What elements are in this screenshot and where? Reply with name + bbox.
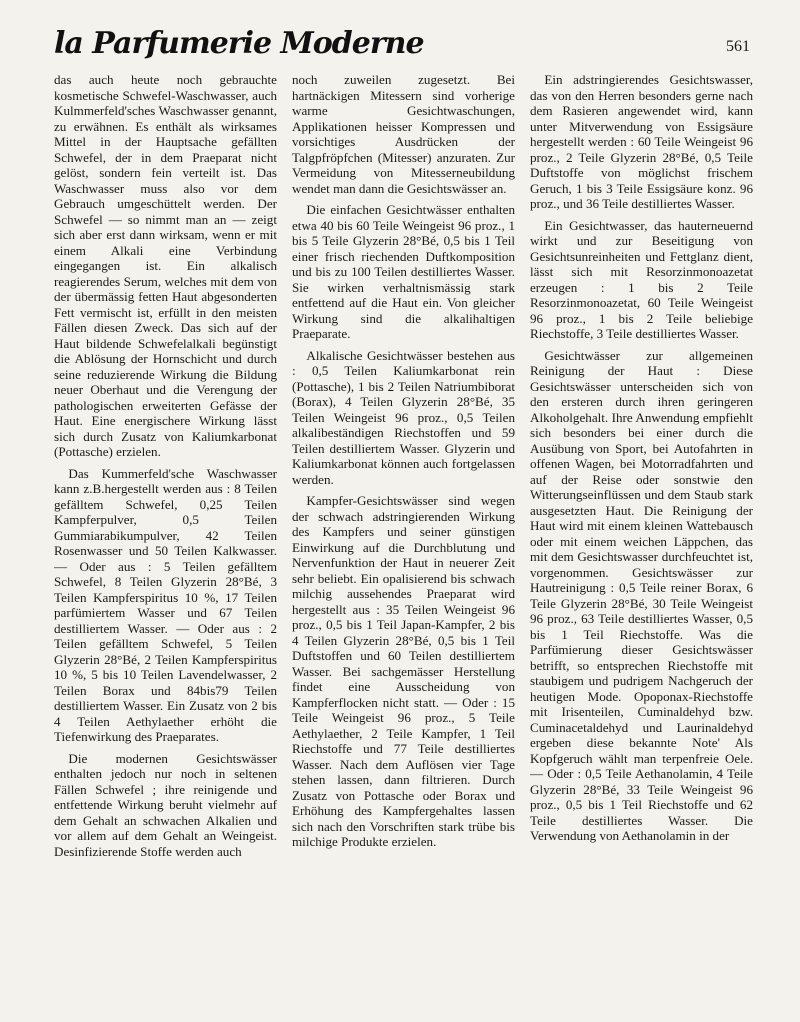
- journal-masthead: la Parfumerie Moderne: [54, 26, 424, 61]
- paragraph: Alkalische Gesichtwässer bestehen aus : 0,5 Teilen Kaliumkarbonat rein (Pottasche), 1 bis 2 Teilen Natriumbiborat (Borax), 4 Teilen Glyzerin 28°Bé, 35 Teilen Weingeist 96 proz., 0,5 Teilen alkalibeständigen Riechstoffen und 59 Teilen destilliertem Wasser. Glyzerin und Kaliumkarbonat können auch fortgelassen werden.: [292, 347, 515, 487]
- paragraph: Ein Gesichtwasser, das hauterneuernd wirkt und zur Beseitigung von Gesichtsunreinheiten und Fettglanz dient, lässt sich mit Resorzinmonoazetat erzeugen : 1 bis 2 Teile Resorzinmonoazetat, 60 Teile Weingeist 96 proz., 1 bis 2 Teile beliebige Riechstoffe, 3 Teile destilliertes Wasser.: [530, 217, 753, 341]
- paragraph: Gesichtwässer zur allgemeinen Reinigung der Haut : Diese Gesichtswässer unterscheiden sich von den ersteren durch ihren geringeren Alkoholgehalt. Ihre Anwendung empfiehlt sich besonders bei einer durch die Ausübung von Sport, bei Autofahrten in offenen Wagen, bei Motorradfahrten und auf der Reise oder sonstwie den Witterungseinflüssen und dem Staub stark ausgesetzten Haut. Die Reinigung der Haut wird mit einem kleinen Wattebausch oder mit einem weichen Läppchen, das mit dem Gesichtswasser durchfeuchtet ist, vorgenommen. Gesichtswässer zur Hautreinigung : 0,5 Teile reiner Borax, 6 Teile Glyzerin 28°Bé, 30 Teile Weingeist 96 proz., 63 Teile destilliertes Wasser, 0,5 bis 1 Teil Riechstoffe. Was die Parfümierung dieser Gesichtswässer betrifft, so entsprechen Riechstoffe mit staubigem und pudrigem Nachgeruch der heutigen Mode. Opoponax-Riechstoffe mit Irisenteilen, Cuminaldehyd bzw. Cuminacetaldehyd und Laurinaldehyd ergeben diese bekannte Note' Als Kopfgeruch wählt man terpenfreie Oele. — Oder : 0,5 Teile Aethanolamin, 4 Teile Glyzerin 28°Bé, 33 Teile Weingeist 96 proz., 0,5 bis 1 Teil Riechstoffe und 62 Teile destilliertes Wasser. Die Verwendung von Aethanolamin in der: [530, 347, 753, 843]
- page-number: 561: [726, 38, 750, 55]
- column-1: [54, 72, 277, 1012]
- paragraph: Das Kummerfeld'sche Waschwasser kann z.B.hergestellt werden aus : 8 Teilen gefälltem Schwefel, 0,25 Teilen Kampferpulver, 0,5 Teilen Gummiarabikumpulver, 42 Teilen Rosenwasser und 50 Teilen Kalkwasser. — Oder aus : 5 Teilen gefälltem Schwefel, 8 Teilen Glyzerin 28°Bé, 3 Teilen Kampferspiritus 10 %, 17 Teilen parfümiertem Wasser und 67 Teilen destilliertem Wasser. — Oder aus : 2 Teilen gefälltem Schwefel, 5 Teilen Glyzerin 28°Bé, 2 Teilen Kampferspiritus 10 %, 5 bis 10 Teilen Lavendelwasser, 2 Teilen Borax und 84bis79 Teilen destilliertem Wasser. Ein Zusatz von 2 bis 4 Teilen Aethylaether erhöht die Tiefenwirkung des Praeparates.: [54, 465, 277, 744]
- paragraph: Kampfer-Gesichtswässer sind wegen der schwach adstringierenden Wirkung des Kampfers und seiner günstigen Einwirkung auf die Durchblutung und Nervenfunktion der Haut in neuerer Zeit sehr beliebt. Ein opalisierend bis schwach milchig aussehendes Praeparat wird hergestellt aus : 35 Teilen Weingeist 96 proz., 0,5 bis 1 Teil Japan-Kampfer, 2 bis 4 Teilen Glyzerin 28°Bé, 0,5 bis 1 Teil Duftstoffen und 60 Teilen destilliertem Wasser. Bei sachgemässer Herstellung findet eine Ausscheidung von Kampferflocken nicht statt. — Oder : 15 Teile Weingeist 96 proz., 5 Teile Aethylaether, 2 Teile Kampfer, 1 Teil Riechstoffe und 77 Teile destilliertes Wasser. Nach dem Auflösen vier Tage stehen lassen, dann filtrieren. Durch Zusatz von Pottasche oder Borax und Erhöhung des Kampfergehaltes lassen sich nach den Vorschriften stark trübe bis milchige Produkte erzielen.: [292, 493, 515, 849]
- paragraph: das auch heute noch gebrauchte kosmetische Schwefel-Waschwasser, auch Kulmmerfeld'sches Waschwasser genannt, zu erwähnen. Es enthält als wirksames Mittel in der Hauptsache gefällten Schwefel, der in dem Praeparat nicht gelöst, sondern fein verteilt ist. Das Waschwasser muss also vor dem Gebrauch umgeschüttelt werden. Der Schwefel — so nimmt man an — zeigt sich aber erst dann wirksam, wenn er mit einem Alkali eine Verbindung eingegangen ist. Ein alkalisch reagierendes Serum, welches mit dem von der übermässig fetten Haut abgesonderten Fett vermischt ist, erfüllt in den meisten Fällen diesen Zweck. Das sich auf der Haut bildende Schwefelalkali begünstigt die Ablösung der Hornschicht und durch seine reduzierende Wirkung die Bildung neuer Oberhaut und die Verengung der pathologischen erweiterten Gefässe der Haut. Eine energischere Wirkung lässt sich durch Zusatz von Kaliumkarbonat (Pottasche) erzielen.: [54, 72, 277, 459]
- paragraph: noch zuweilen zugesetzt. Bei hartnäckigen Mitessern sind vorherige warme Gesichtwaschungen, Applikationen heisser Kompressen und vorsichtiges Ausdrücken der Talgpfröpfchen (Mitesser) anzuraten. Zur Vermeidung von Mitesserneubildung wendet man dann die Gesichtswässer an.: [292, 72, 515, 196]
- paragraph: Die modernen Gesichtswässer enthalten jedoch nur noch in seltenen Fällen Schwefel ; ihre reinigende und entfettende Wirkung beruht vielmehr auf dem Gehalt an schwachen Alkalien und vor allem auf dem Gehalt an Weingeist. Desinfizierende Stoffe werden auch: [54, 750, 277, 859]
- column-3: [530, 72, 753, 1012]
- paragraph: Ein adstringierendes Gesichtswasser, das von den Herren besonders gerne nach dem Rasieren angewendet wird, kann unter Mitverwendung von Essigsäure hergestellt werden : 60 Teile Weingeist 96 proz., 2 Teile Glyzerin 28°Bé, 0,5 Teile Duftstoffe von möglichst frischem Geruch, 1 bis 3 Teile Essigsäure konz. 96 proz., und 36 Teile destilliertes Wasser.: [530, 72, 753, 211]
- column-2: [292, 72, 515, 1012]
- text-columns: [54, 72, 754, 1012]
- paragraph: Die einfachen Gesichtwässer enthalten etwa 40 bis 60 Teile Weingeist 96 proz., 1 bis 5 Teile Glyzerin 28°Bé, 0,5 bis 1 Teil einer frisch riechenden Duftkomposition und bis zu 100 Teilen destilliertes Wasser. Sie wirken verhaltnismässig stark entfettend auf die Haut ein. Von gleicher Wirkung sind die alkalihaltigen Praeparate.: [292, 202, 515, 341]
